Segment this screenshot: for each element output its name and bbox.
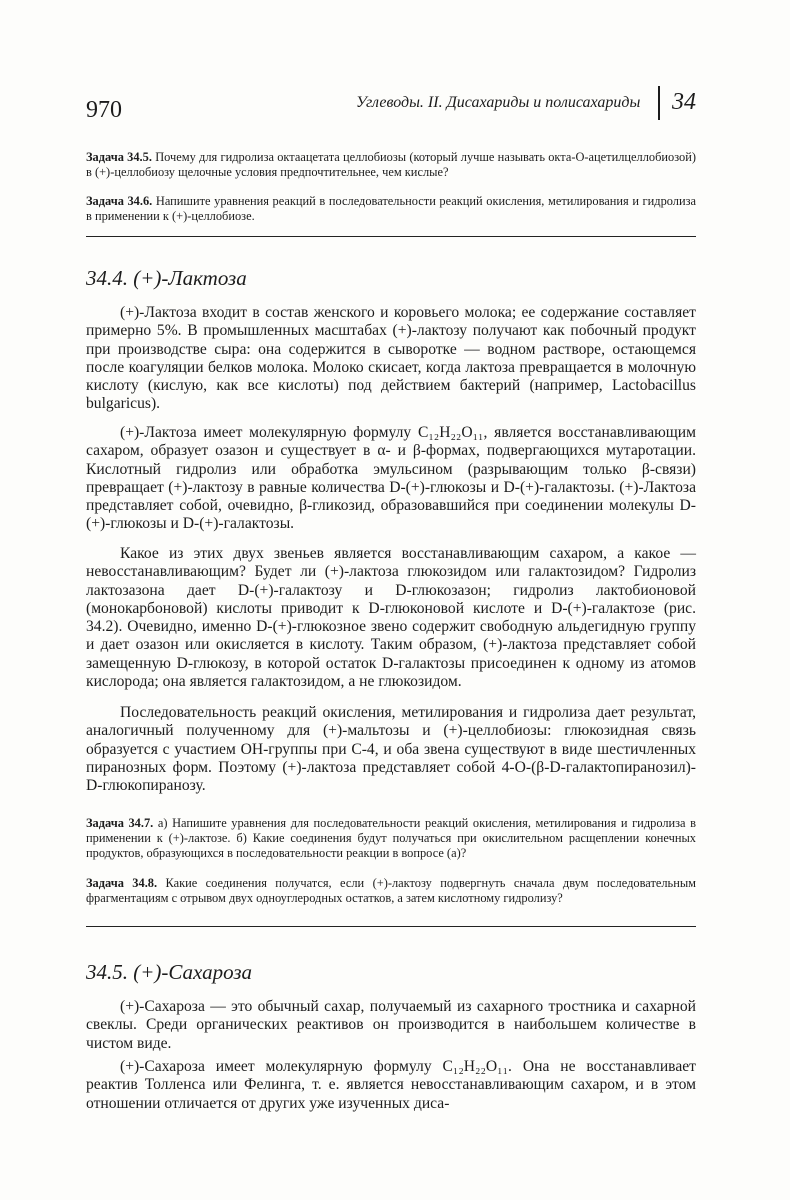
section-title-lactose: 34.4. (+)-Лактоза [86,266,247,290]
chapter-number: 34 [672,89,696,115]
task-34-5: Задача 34.5. Почему для гидролиза октаацетата целлобиозы (который лучше называть окта-О-ацетилцеллобиозой) в (+)-целлобиозу щелочные условия предпочтительнее, чем кислые? [86,150,697,179]
paragraph: (+)-Сахароза имеет молекулярную формулу C₁₂H₂₂O₁₁. Она не восстанавливает реактив Толленса или Фелинга, т. е. является невосстанавливающим сахаром, и в этом отношении отличается от других уже изученных диса- [86,1058,696,1112]
paragraph: Какое из этих двух звеньев является восстанавливающим сахаром, а какое — невосстанавливающим? Будет ли (+)-лактоза глюкозидом или галактозидом? Гидролиз лактозазона дает D-(+)-галактозу и D-глюкозазон; гидролиз лактобионовой (монокарбоновой) кислоты приводит к D-глюконовой кислоте и D-(+)-галактозе (рис. 34.2). Очевидно, именно D-(+)-глюкозное звено содержит свободную альдегидную группу и дает озазон или окисляется в кислоту. Таким образом, (+)-лактоза представляет собой замещенную D-глюкозу, в которой остаток D-галактозы присоединен к одному из атомов кислорода; она является галактозидом, а не глюкозидом. [86,545,696,691]
task-34-6: Задача 34.6. Напишите уравнения реакций в последовательности реакций окисления, метилирования и гидролиза в применении к (+)-целлобиозе. [86,194,697,223]
paragraph: (+)-Сахароза — это обычный сахар, получаемый из сахарного тростника и сахарной свеклы. Среди органических реактивов он производится в наибольшем количестве в чистом виде. [86,998,696,1052]
running-title: Углеводы. II. Дисахариды и полисахариды [356,94,641,111]
task-34-8: Задача 34.8. Какие соединения получатся, если (+)-лактозу подвергнуть сначала двум последовательным фрагментациям с отрывом двух одноуглеродных остатков, а затем кислотному гидролизу? [86,876,696,905]
task-34-7: Задача 34.7. а) Напишите уравнения для последовательности реакций окисления, метилирования и гидролиза в применении к (+)-лактозе. б) Какие соединения будут получаться при окислительном расщеплении конечных продуктов, образующихся в последовательности реакции в вопросе (а)? [86,816,696,860]
page-number: 970 [86,97,122,123]
divider-rule [86,236,696,237]
section-title-sucrose: 34.5. (+)-Сахароза [86,960,253,984]
paragraph: (+)-Лактоза входит в состав женского и коровьего молока; ее содержание составляет примерно 5%. В промышленных масштабах (+)-лактозу получают как побочный продукт при производстве сыра: она содержится в сыворотке — водном растворе, остающемся после коагуляции белков молока. Молоко скисает, когда лактоза превращается в молочную кислоту (кислую, как все кислоты) под действием бактерий (например, Lactobacillus bulgaricus). [86,304,696,413]
paragraph: (+)-Лактоза имеет молекулярную формулу C₁₂H₂₂O₁₁, является восстанавливающим сахаром, образует озазон и существует в α- и β-формах, подвергающихся мутаротации. Кислотный гидролиз или обработка эмульсином (разрывающим только β-связи) превращает (+)-лактозу в равные количества D-(+)-глюкозы и D-(+)-галактозы. (+)-Лактоза представляет собой, очевидно, β-гликозид, образовавшийся при соединении молекулы D-(+)-глюкозы и D-(+)-галактозы. [86,424,696,533]
divider-rule [86,926,696,927]
header-divider [658,86,660,120]
paragraph: Последовательность реакций окисления, метилирования и гидролиза дает результат, аналогичный полученному для (+)-мальтозы и (+)-целлобиозы: глюкозидная связь образуется с участием OH-группы при C-4, и оба звена существуют в виде шестичленных пиранозных форм. Поэтому (+)-лактоза представляет собой 4-O-(β-D-галактопиранозил)-D-глюкопиранозу. [86,704,696,795]
